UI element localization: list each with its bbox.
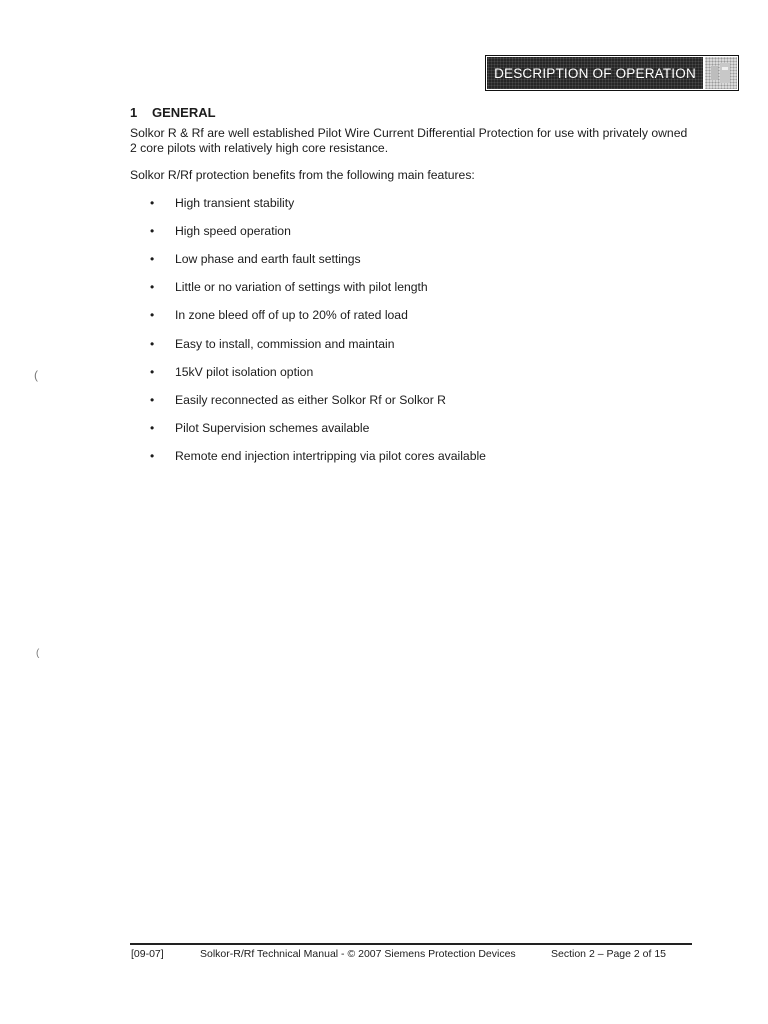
- bullet-icon: •: [150, 196, 155, 210]
- list-item: [150, 280, 428, 295]
- feature-text: 15kV pilot isolation option: [175, 365, 314, 379]
- bullet-icon: •: [150, 252, 155, 266]
- banner-title-box: [487, 57, 703, 89]
- bullet-icon: •: [150, 224, 155, 238]
- scan-mark: (: [36, 648, 40, 659]
- footer-date-code: [09-07]: [131, 948, 164, 960]
- footer-page-number: Section 2 – Page 2 of 15: [551, 948, 667, 960]
- list-item: [150, 421, 369, 436]
- bullet-icon: •: [150, 393, 155, 407]
- list-item: [150, 393, 446, 408]
- list-item: [150, 196, 294, 211]
- feature-text: Remote end injection intertripping via pilot cores available: [175, 449, 486, 463]
- features-lead-paragraph: Solkor R/Rf protection benefits from the following main features:: [130, 168, 475, 182]
- intro-paragraph: Solkor R & Rf are well established Pilot Wire Current Differential Protection for use with privately owned 2 core pilots with relatively high core resistance.: [130, 126, 688, 155]
- section-heading: [130, 105, 216, 120]
- feature-text: Easily reconnected as either Solkor Rf or Solkor R: [175, 393, 446, 407]
- feature-text: Low phase and earth fault settings: [175, 252, 361, 266]
- feature-text: High speed operation: [175, 224, 291, 238]
- bullet-icon: •: [150, 337, 155, 351]
- bullet-icon: •: [150, 308, 155, 322]
- feature-text: In zone bleed off of up to 20% of rated load: [175, 308, 408, 322]
- list-item: [150, 449, 486, 464]
- feature-text: Easy to install, commission and maintain: [175, 337, 395, 351]
- list-item: [150, 337, 394, 352]
- feature-text: Little or no variation of settings with pilot length: [175, 280, 428, 294]
- footer-manual-title: Solkor-R/Rf Technical Manual - © 2007 Siemens Protection Devices: [200, 948, 516, 960]
- feature-text: High transient stability: [175, 196, 295, 210]
- section-title: GENERAL: [152, 105, 216, 120]
- banner-title: DESCRIPTION OF OPERATION: [494, 65, 696, 81]
- list-item: [150, 365, 313, 380]
- bullet-icon: •: [150, 449, 155, 463]
- bullet-icon: •: [150, 280, 155, 294]
- bullet-icon: •: [150, 421, 155, 435]
- bullet-icon: •: [150, 365, 155, 379]
- section-banner: [485, 55, 739, 91]
- section-number: 1: [130, 105, 138, 120]
- list-item: [150, 308, 408, 323]
- list-item: [150, 252, 361, 267]
- company-logo-icon: [705, 57, 737, 89]
- feature-text: Pilot Supervision schemes available: [175, 421, 370, 435]
- list-item: [150, 224, 291, 239]
- scan-mark: (: [34, 368, 38, 382]
- footer-rule: [130, 943, 692, 945]
